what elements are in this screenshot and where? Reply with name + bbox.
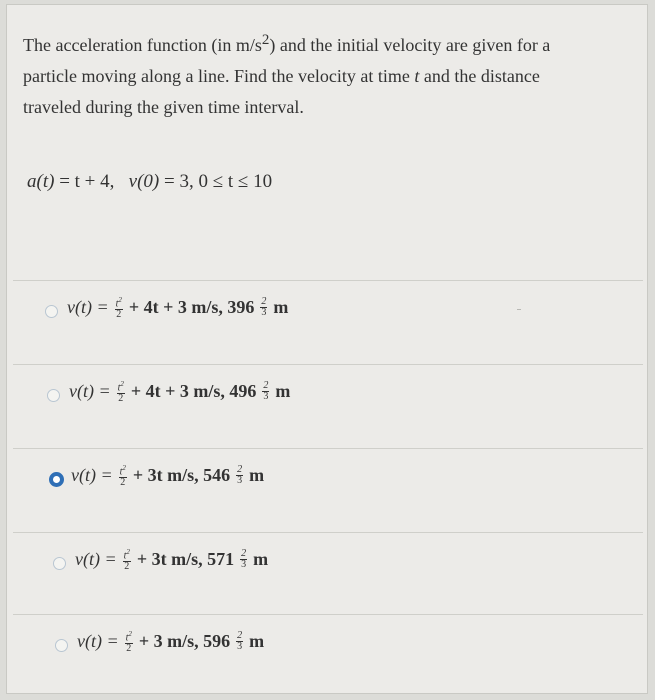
option-label [75,547,268,572]
option-rest: + 4t + 3 m/s, 396 [128,297,255,318]
option-rest: + 3 m/s, 596 [138,631,231,652]
prompt-text: traveled during the given time interval. [23,97,304,117]
fraction [119,463,127,488]
question-card [6,4,648,694]
given-equations [27,171,272,193]
option-rest: + 3t m/s, 571 [136,549,235,570]
option-rest: + 3t m/s, 546 [132,465,231,486]
fraction-denominator: 2 [120,477,126,489]
prompt-variable: t [414,66,420,86]
mixed-denominator: 3 [241,559,247,571]
fraction-numerator: $t^2$ [119,464,126,478]
fraction-numerator: $t^2$ [115,296,122,310]
option-unit: m [273,297,289,318]
option-label [77,629,264,654]
radio-button-selected[interactable] [49,472,64,487]
option-prefix: v(t) = [67,297,109,318]
radio-button[interactable] [53,557,66,570]
mixed-numerator: 2 [237,630,243,642]
mixed-denominator: 3 [237,641,243,653]
answer-option-3[interactable] [13,448,643,532]
divider-mark [517,309,521,310]
option-prefix: v(t) = [71,465,113,486]
answer-option-1[interactable] [13,280,643,364]
velocity-lhs: v(0) [128,171,160,192]
fraction-denominator: 2 [118,393,124,405]
question-prompt [23,25,613,123]
option-unit: m [275,381,291,402]
option-unit: m [253,549,269,570]
accel-lhs: a(t) [27,171,55,192]
mixed-denominator: 3 [261,307,267,319]
mixed-fraction [236,465,243,486]
option-prefix: v(t) = [77,631,119,652]
fraction-denominator: 2 [126,643,132,655]
prompt-text: particle moving along a line. Find the velocity at time [23,66,415,86]
option-label [71,463,264,488]
answer-option-4[interactable] [13,532,643,616]
option-label [67,295,288,320]
mixed-numerator: 2 [241,548,247,560]
answer-option-5[interactable] [13,614,643,698]
mixed-fraction [260,297,267,318]
mixed-numerator: 2 [261,296,267,308]
fraction [115,295,123,320]
prompt-superscript: 2 [261,32,270,48]
answer-option-2[interactable] [13,364,643,448]
radio-button[interactable] [47,389,60,402]
option-rest: + 4t + 3 m/s, 496 [130,381,257,402]
radio-button[interactable] [55,639,68,652]
radio-button[interactable] [45,305,58,318]
option-unit: m [249,631,265,652]
fraction-numerator: $t^2$ [125,630,132,644]
mixed-denominator: 3 [237,475,243,487]
prompt-text: ) and the initial velocity are given for a [269,35,551,55]
mixed-numerator: 2 [263,380,269,392]
mixed-fraction [236,631,243,652]
fraction-denominator: 2 [116,309,122,321]
fraction [123,547,131,572]
mixed-numerator: 2 [237,464,243,476]
fraction [125,629,133,654]
prompt-text: The acceleration function (in m/s [23,35,262,55]
mixed-fraction [240,549,247,570]
mixed-denominator: 3 [263,391,269,403]
option-unit: m [249,465,265,486]
mixed-fraction [262,381,269,402]
option-label [69,379,290,404]
option-prefix: v(t) = [69,381,111,402]
velocity-rhs: = 3, 0 ≤ t ≤ 10 [159,171,273,192]
option-prefix: v(t) = [75,549,117,570]
fraction-numerator: $t^2$ [123,548,130,562]
fraction-denominator: 2 [124,561,130,573]
accel-rhs: = t + 4, [54,171,115,192]
prompt-text: and the distance [419,66,540,86]
fraction [117,379,125,404]
fraction-numerator: $t^2$ [117,380,124,394]
